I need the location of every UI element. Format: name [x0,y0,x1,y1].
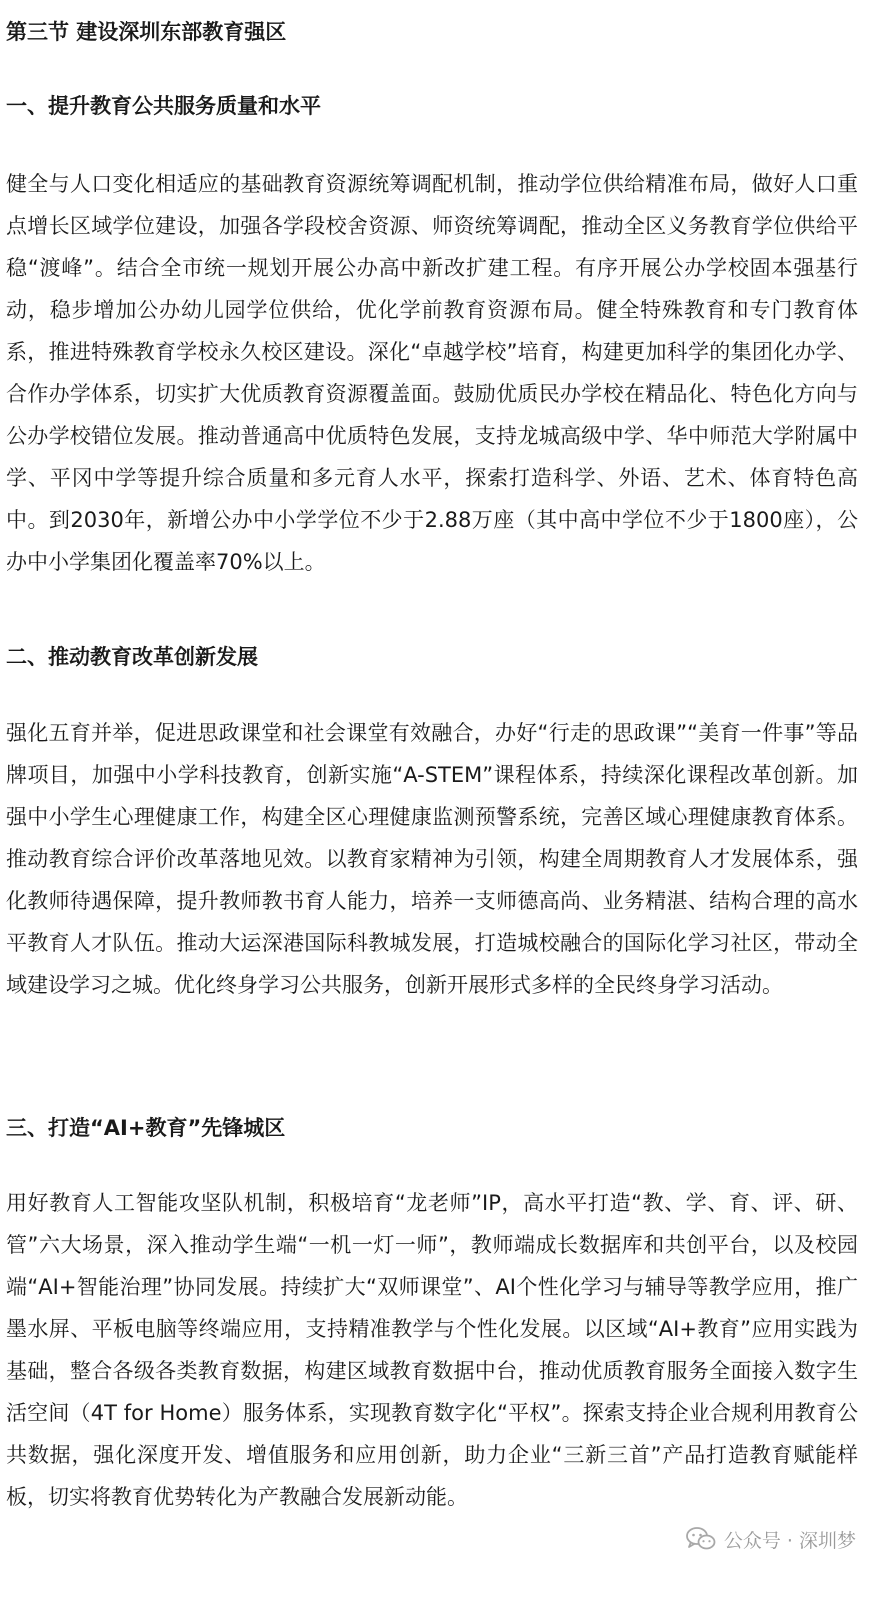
section-title: 第三节 建设深圳东部教育强区 [6,20,287,44]
paragraph: 健全与人口变化相适应的基础教育资源统筹调配机制，推动学位供给精准布局，做好人口重点增长区域学位建设，加强各学段校舍资源、师资统筹调配，推动全区义务教育学位供给平稳“渡峰”。结合全市统一规划开展公办高中新改扩建工程。有序开展公办学校固本强基行动，稳步增加公办幼儿园学位供给，优化学前教育资源布局。健全特殊教育和专门教育体系，推进特殊教育学校永久校区建设。深化“卓越学校”培育，构建更加科学的集团化办学、合作办学体系，切实扩大优质教育资源覆盖面。鼓励优质民办学校在精品化、特色化方向与公办学校错位发展。推动普通高中优质特色发展，支持龙城高级中学、华中师范大学附属中学、平冈中学等提升综合质量和多元育人水平，探索打造科学、外语、艺术、体育特色高中。到2030年，新增公办中小学学位不少于2.88万座（其中高中学位不少于1800座），公办中小学集团化覆盖率70%以上。 [6,172,858,574]
subsection-heading: 三、打造“AI+教育”先锋城区 [6,1116,286,1140]
watermark-text: 公众号 · 深圳梦 [723,1529,856,1552]
wechat-icon [686,1526,716,1552]
paragraph: 用好教育人工智能攻坚队机制，积极培育“龙老师”IP，高水平打造“教、学、育、评、研、管”六大场景，深入推动学生端“一机一灯一师”，教师端成长数据库和共创平台，以及校园端“AI+智能治理”协同发展。持续扩大“双师课堂”、AI个性化学习与辅导等教学应用，推广墨水屏、平板电脑等终端应用，支持精准教学与个性化发展。以区域“AI+教育”应用实践为基础，整合各级各类教育数据，构建区域教育数据中台，推动优质教育服务全面接入数字生活空间（4T for Home）服务体系，实现教育数字化“平权”。探索支持企业合规利用教育公共数据，强化深度开发、增值服务和应用创新，助力企业“三新三首”产品打造教育赋能样板，切实将教育优势转化为产教融合发展新动能。 [6,1191,858,1509]
subsection-heading: 一、提升教育公共服务质量和水平 [6,94,321,118]
wechat-watermark [678,1521,856,1557]
paragraph: 强化五育并举，促进思政课堂和社会课堂有效融合，办好“行走的思政课”“美育一件事”等品牌项目，加强中小学科技教育，创新实施“A-STEM”课程体系，持续深化课程改革创新。加强中小学生心理健康工作，构建全区心理健康监测预警系统，完善区域心理健康教育体系。推动教育综合评价改革落地见效。以教育家精神为引领，构建全周期教育人才发展体系，强化教师待遇保障，提升教师教书育人能力，培养一支师德高尚、业务精湛、结构合理的高水平教育人才队伍。推动大运深港国际科教城发展，打造城校融合的国际化学习社区，带动全域建设学习之城。优化终身学习公共服务，创新开展形式多样的全民终身学习活动。 [6,721,858,997]
subsection-heading: 二、推动教育改革创新发展 [6,645,258,669]
